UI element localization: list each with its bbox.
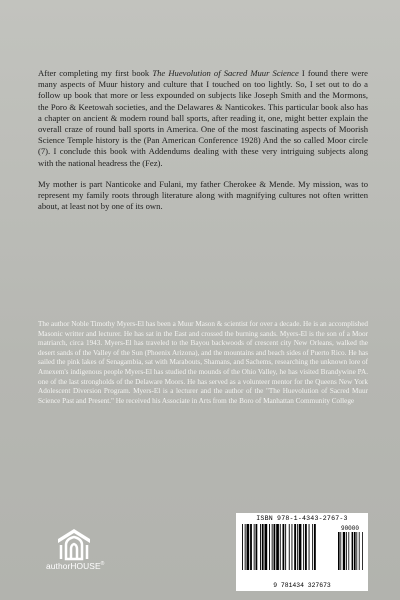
barcode-addon-bar (354, 532, 356, 570)
barcode-bar (289, 524, 290, 570)
barcode-bar (262, 524, 264, 570)
barcode-bar (250, 524, 252, 570)
barcode-addon-bar (346, 532, 347, 570)
barcode-bar (265, 524, 268, 570)
barcode-bar (312, 524, 313, 570)
barcode-bar (303, 524, 304, 570)
author-bio: The author Noble Timothy Myers-El has been a Muur Mason & scientist for over a decade. He is an accomplished Masonic writter and lecturer. He has sat in the East and crossed the burning sands. Myers-El is the son of a Moor matriarch, circa 1943. Myers-El has traveled to the Bayou backwoods of crescent city New Orleans, walked the desert sands of the Valley of the Sun (Phoenix Arizona), and the mountains and beach sides of Puerto Rico. He has sailed the pink lakes of Senagambia, sat with Marabouts, Shamans, and Sachems, researching the unknown lore of Amexem's indigenous people Myers-El has studied the mounds of the Ohio Valley, he has visited Brandywine PA. one of the last strongholds of the Delaware Moors. He has served as a volunteer mentor for the Queens New York Adolescent Diversion Program. Myers-El is a lecturer and the author of the "The Huevolution of Sacred Muur Science Past and Present." He received his Associate in Arts from the Boro of Manhattan Community College (38, 320, 368, 405)
barcode-bar (280, 524, 281, 570)
barcode-addon-bar (362, 532, 363, 570)
barcode-bar (294, 524, 296, 570)
barcode-addon-bar (340, 532, 341, 570)
barcode-digits: 9 781434 327673 (273, 582, 331, 589)
barcode-bar (242, 524, 243, 570)
barcode-addon-bar (348, 532, 349, 570)
barcode-bar (276, 524, 279, 570)
first-book-title: The Huevolution of Sacred Muur Science (152, 68, 299, 78)
intro-section (38, 68, 368, 222)
intro-p1-before: After completing my first book (38, 68, 153, 78)
barcode-bar (292, 524, 293, 570)
barcode-addon-bar (356, 532, 357, 570)
barcode-bar (285, 524, 286, 570)
barcode-bar (254, 524, 255, 570)
barcode-addon-bar (359, 532, 360, 570)
barcode-addon-bar (338, 532, 340, 570)
barcode-addon-bar (343, 532, 345, 570)
barcode-bar (272, 524, 273, 570)
intro-p1-after: I found there were many aspects of Muur history and culture that I touched on too lightly. So, I set out to do a follow up book that more or less expounded on subjects like Joseph Smith and the Mormons, the Poro & Keetowah societies, and the Delawares & Nanticokes. This particular book also has a chapter on ancient & modern round ball sports, after reading it, one, might better explain the overall craze of round ball sports in America. One of the most fascinating aspects of Moorish Science Temple history is the (Pan American Conference 1928) And the so called Moor circle (7). I conclude this book with Addendums dealing with these very intriguing subjects along with the national headress the (Fez). (38, 68, 368, 168)
barcode-bar (256, 524, 258, 570)
barcode-bar (297, 524, 298, 570)
barcode-bar (245, 524, 246, 570)
barcode-bar (299, 524, 302, 570)
barcode-bar (314, 524, 316, 570)
barcode-bar (269, 524, 270, 570)
barcode-bar (305, 524, 307, 570)
barcode-bar (260, 524, 261, 570)
isbn-label: ISBN 978-1-4343-2767-3 (256, 515, 348, 522)
barcode-bar (247, 524, 250, 570)
publisher-name: authorHOUSE® (46, 561, 105, 571)
publisher-house-icon (54, 527, 94, 561)
barcode-graphic (240, 524, 364, 582)
barcode-addon-digits: 90000 (340, 525, 360, 532)
intro-paragraph-2: My mother is part Nanticoke and Fulani, my father Cherokee & Mende. My mission, was to represent my family roots through literature along with magnifying cultures not often written about, at least not by one of its own. (38, 178, 368, 212)
barcode-bar (309, 524, 310, 570)
barcode-bar (283, 524, 285, 570)
barcode-addon-bar (352, 532, 354, 570)
barcode-panel (236, 513, 368, 591)
intro-paragraph-1 (38, 68, 368, 169)
barcode-bar (274, 524, 276, 570)
